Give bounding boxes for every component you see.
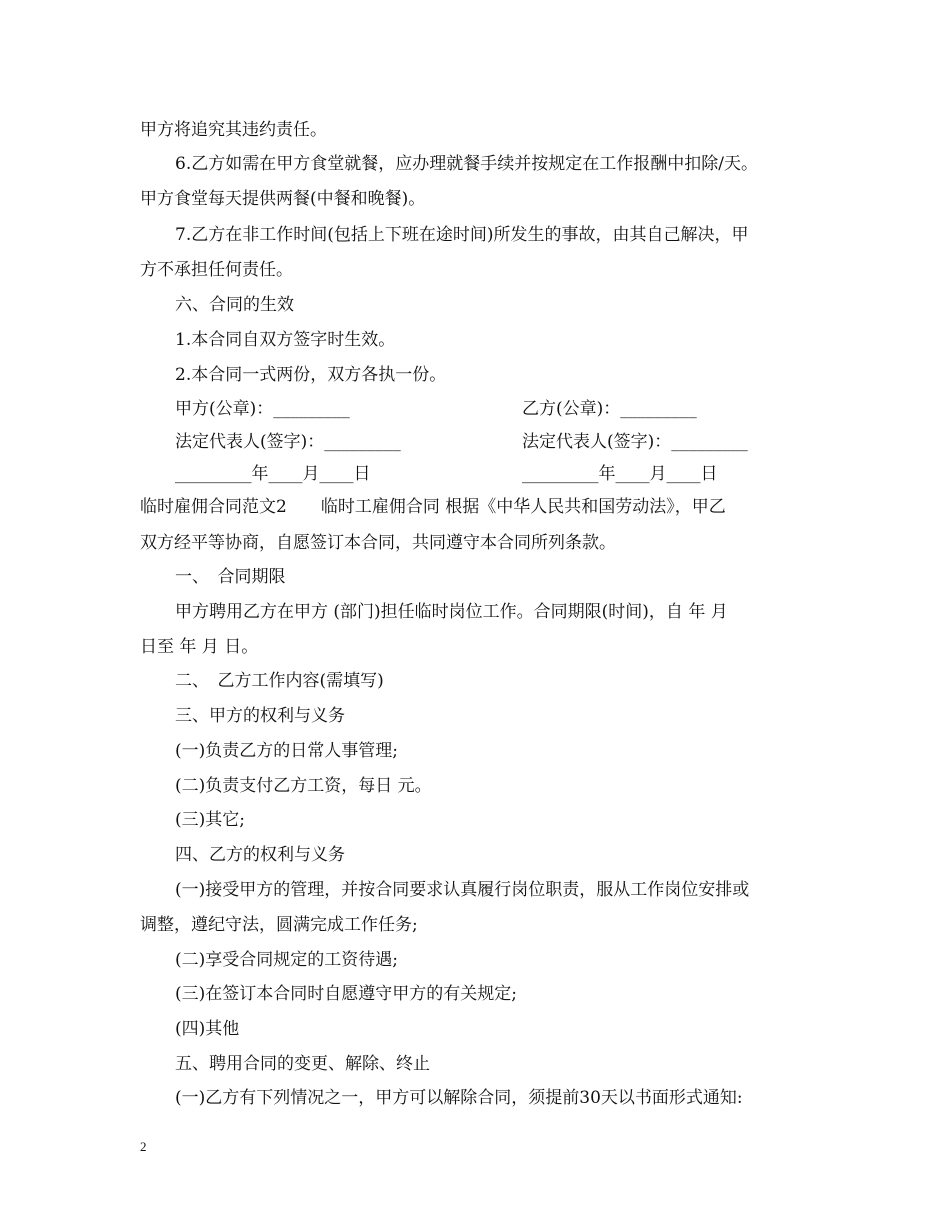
party-a-representative: 法定代表人(签字)：_________ — [175, 432, 401, 452]
section-heading: 六、合同的生效 — [175, 295, 294, 315]
section-heading: 五、聘用合同的变更、解除、终止 — [175, 1054, 430, 1074]
section-heading: 三、甲方的权利与义务 — [175, 706, 345, 726]
paragraph-line: 调整，遵纪守法，圆满完成工作任务; — [140, 915, 418, 935]
paragraph-line: 甲方聘用乙方在甲方 (部门)担任临时岗位工作。合同期限(时间)，自 年 月 — [175, 602, 728, 622]
section-heading: 四、乙方的权利与义务 — [175, 845, 345, 865]
paragraph-line: 日至 年 月 日。 — [140, 637, 259, 657]
party-a-seal: 甲方(公章)：_________ — [175, 399, 350, 419]
section-heading: 一、 合同期限 — [175, 567, 286, 587]
paragraph-line: 甲方将追究其违约责任。 — [140, 120, 327, 140]
list-item: (一)负责乙方的日常人事管理; — [175, 741, 398, 761]
party-b-representative: 法定代表人(签字)：_________ — [522, 432, 748, 452]
paragraph-line: 1.本合同自双方签字时生效。 — [175, 330, 396, 350]
list-item: (二)享受合同规定的工资待遇; — [175, 950, 398, 970]
paragraph-line: 7.乙方在非工作时间(包括上下班在途时间)所发生的事故，由其自己解决，甲 — [175, 225, 749, 245]
paragraph-line: 方不承担任何责任。 — [140, 260, 293, 280]
paragraph-line: 临时雇佣合同范文2 临时工雇佣合同 根据《中华人民共和国劳动法》，甲乙 — [140, 497, 726, 517]
list-item: (三)其它; — [175, 810, 245, 830]
party-b-date: _________年____月____日 — [522, 464, 718, 484]
party-b-seal: 乙方(公章)：_________ — [522, 399, 697, 419]
list-item: (一)接受甲方的管理，并按合同要求认真履行岗位职责，服从工作岗位安排或 — [175, 880, 750, 900]
list-item: (三)在签订本合同时自愿遵守甲方的有关规定; — [175, 984, 517, 1004]
paragraph-line: 6.乙方如需在甲方食堂就餐，应办理就餐手续并按规定在工作报酬中扣除/天。 — [175, 154, 758, 174]
page-number: 2 — [140, 1139, 147, 1154]
party-a-date: _________年____月____日 — [175, 464, 371, 484]
paragraph-line: 双方经平等协商，自愿签订本合同，共同遵守本合同所列条款。 — [140, 533, 616, 553]
paragraph-line: 甲方食堂每天提供两餐(中餐和晚餐)。 — [140, 189, 426, 209]
list-item: (二)负责支付乙方工资，每日 元。 — [175, 776, 432, 796]
list-item: (四)其他 — [175, 1019, 240, 1039]
list-item: (一)乙方有下列情况之一，甲方可以解除合同，须提前30天以书面形式通知: — [175, 1088, 743, 1108]
paragraph-line: 2.本合同一式两份，双方各执一份。 — [175, 365, 447, 385]
section-heading: 二、 乙方工作内容(需填写) — [175, 671, 384, 691]
